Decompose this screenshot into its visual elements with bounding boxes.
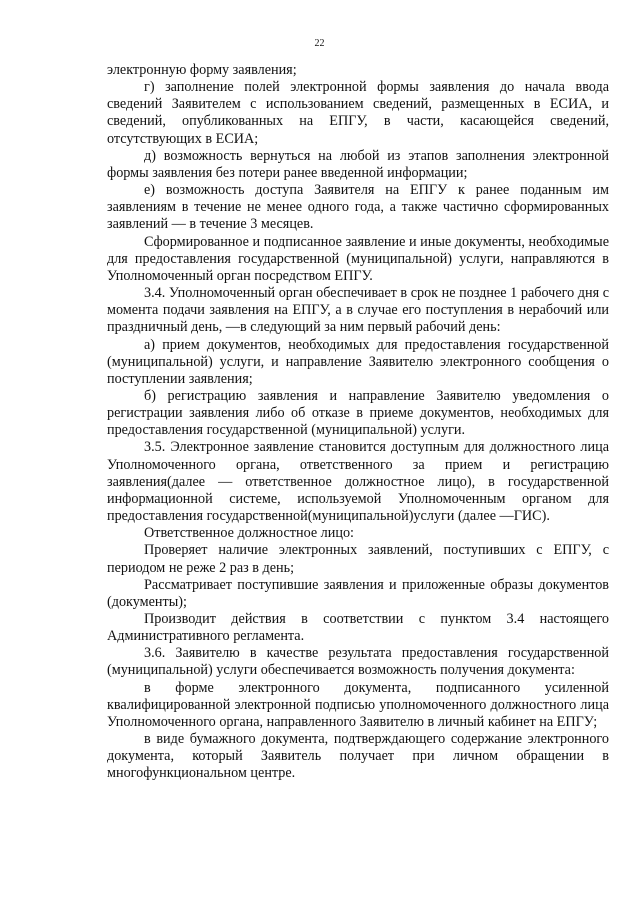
paragraph-section-3-5: 3.5. Электронное заявление становится доступным для должностного лица Уполномоченного органа, ответственного за прием и регистрацию заявления(далее — ответственное должностное лицо), в государственной информационной системе, используемой Уполномоченным органом для предоставления государственной(муниципальной)услуги (далее —ГИС). <box>107 439 609 525</box>
paragraph-item-a: а) прием документов, необходимых для предоставления государственной (муниципальной) услуги, и направление Заявителю электронного сообщения о поступлении заявления; <box>107 336 609 387</box>
paragraph-electronic-document: в форме электронного документа, подписанного усиленной квалифицированной электронной подписью уполномоченного должностного лица Уполномоченного органа, направленного Заявителю в личный кабинет на ЕПГУ; <box>107 679 609 730</box>
paragraph-section-3-6: 3.6. Заявителю в качестве результата предоставления государственной (муниципальной) услуги обеспечивается возможность получения документа: <box>107 645 609 679</box>
page-number: 22 <box>314 38 325 49</box>
paragraph-responsible-official: Ответственное должностное лицо: <box>144 525 354 542</box>
paragraph-submitted-application: Сформированное и подписанное заявление и иные документы, необходимые для предоставления государственной (муниципальной) услуги, направляются в Уполномоченный орган посредством ЕПГУ. <box>107 233 609 284</box>
paragraph-section-3-4: 3.4. Уполномоченный орган обеспечивает в срок не позднее 1 рабочего дня с момента подачи заявления на ЕПГУ, а в случае его поступления в нерабочий или праздничный день, —в следующий за ним первый рабочий день: <box>107 285 609 336</box>
paragraph-reviews-applications: Рассматривает поступившие заявления и приложенные образы документов (документы); <box>107 576 609 610</box>
paragraph-continuation: электронную форму заявления; <box>107 62 297 78</box>
paragraph-paper-document: в виде бумажного документа, подтверждающего содержание электронного документа, который Заявитель получает при личном обращении в многофункциональном центре. <box>107 731 609 782</box>
paragraph-item-e: е) возможность доступа Заявителя на ЕПГУ к ранее поданным им заявлениям в течение не менее одного года, а также частично сформированных заявлений — в течение 3 месяцев. <box>107 182 609 233</box>
paragraph-checks-applications: Проверяет наличие электронных заявлений, поступивших с ЕПГУ, с периодом не реже 2 раз в день; <box>107 542 609 576</box>
document-body <box>107 62 609 783</box>
paragraph-item-b: б) регистрацию заявления и направление Заявителю уведомления о регистрации заявления либо об отказе в приеме документов, необходимых для предоставления государственной (муниципальной) услуги. <box>107 387 609 439</box>
paragraph-item-d: д) возможность вернуться на любой из этапов заполнения электронной формы заявления без потери ранее введенной информации; <box>107 147 609 181</box>
paragraph-item-g: г) заполнение полей электронной формы заявления до начала ввода сведений Заявителем с использованием сведений, размещенных в ЕСИА, и сведений, опубликованных на ЕПГУ, в части, касающейся сведений, отсутствующих в ЕСИА; <box>107 79 609 147</box>
paragraph-performs-actions: Производит действия в соответствии с пунктом 3.4 настоящего Административного регламента. <box>107 611 609 645</box>
